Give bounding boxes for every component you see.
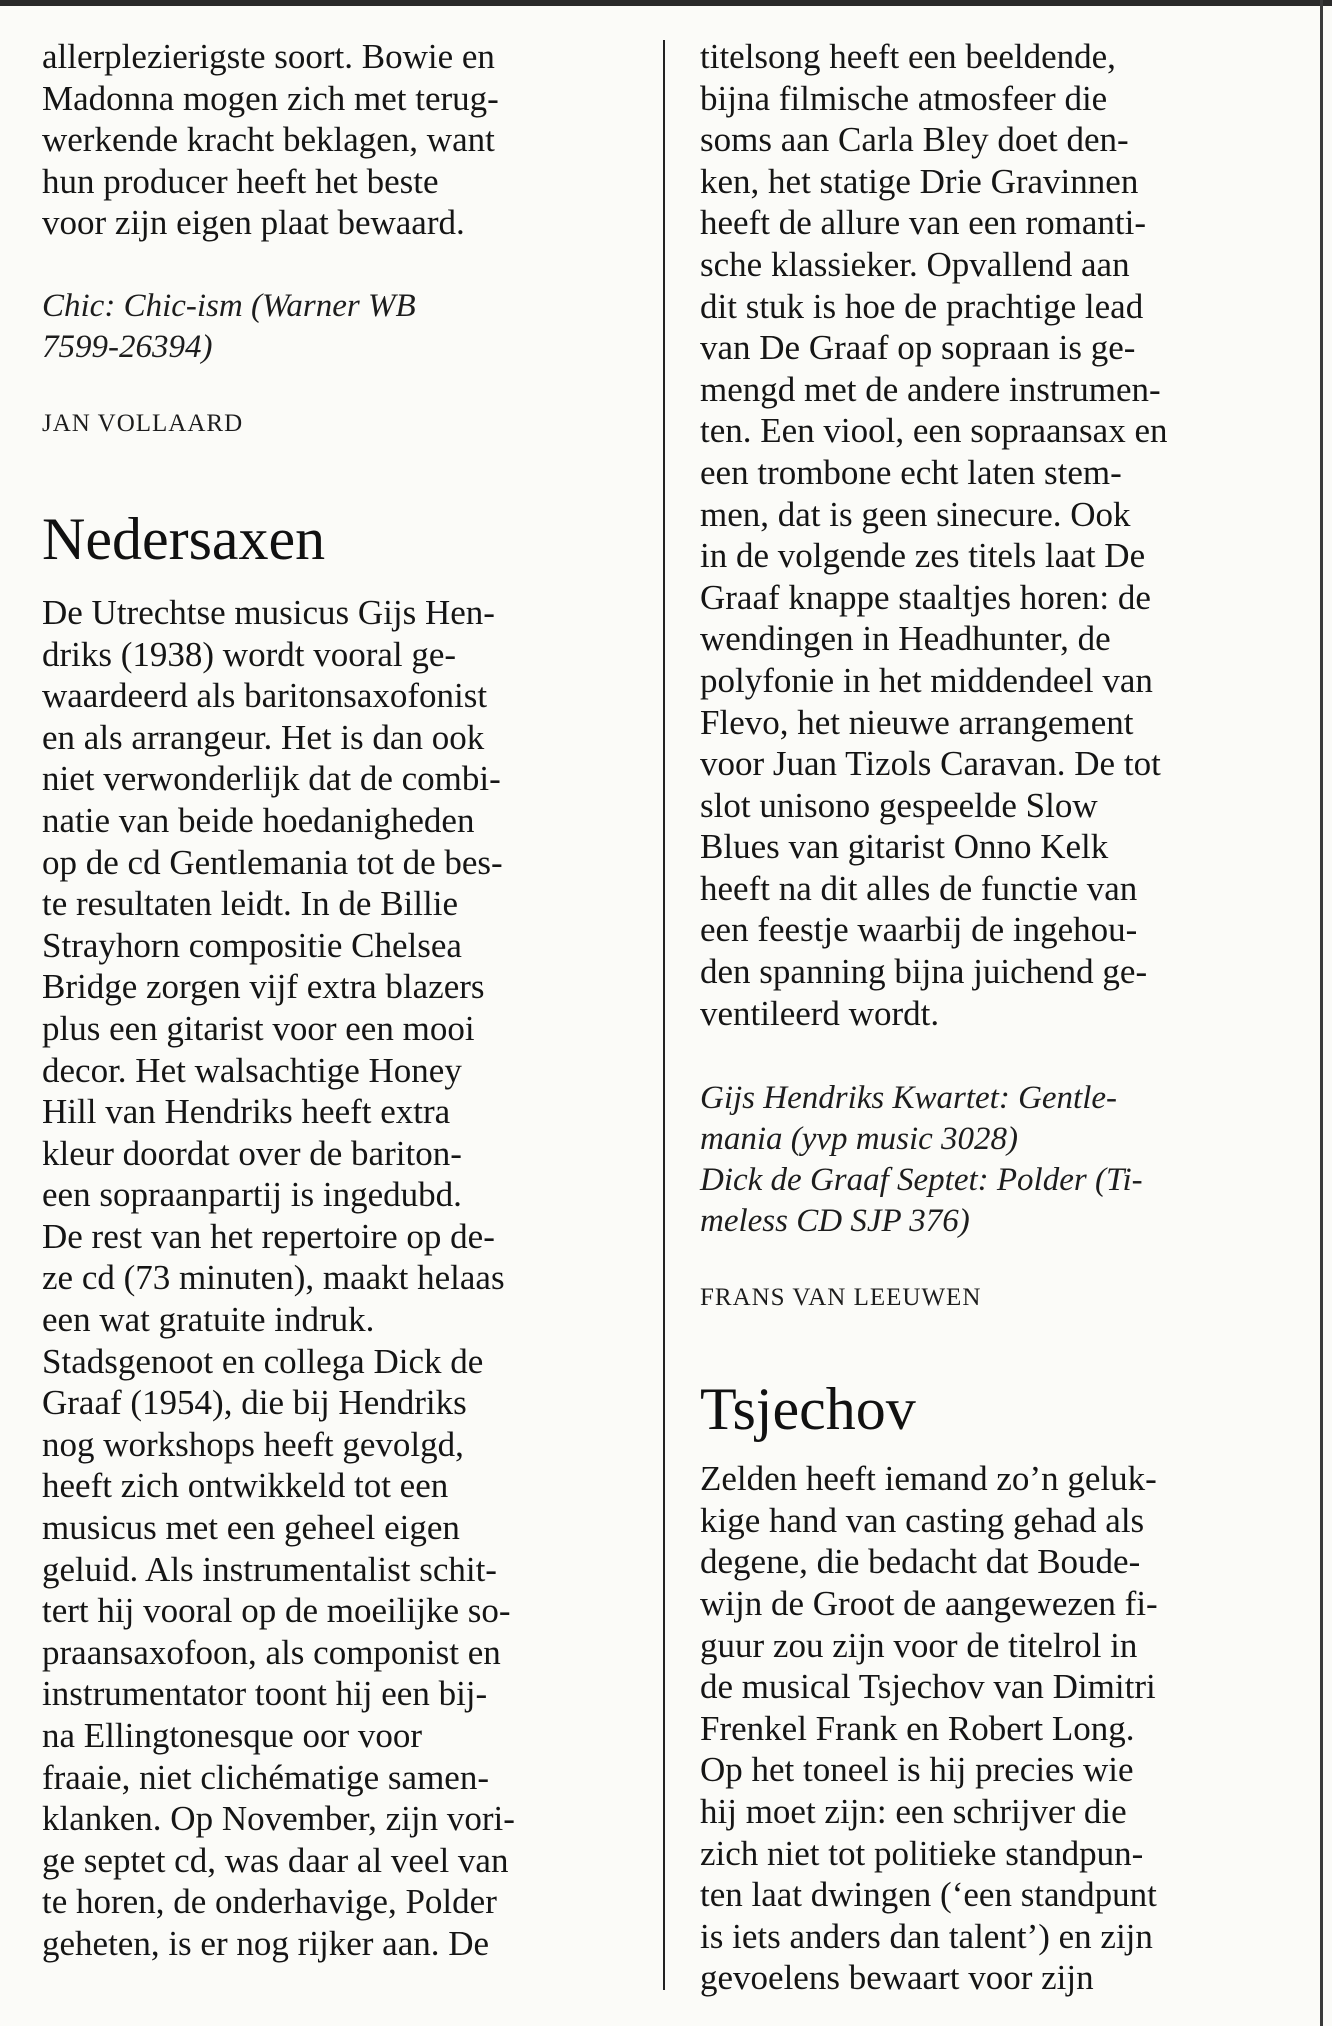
page-right-border [1320,0,1323,2026]
headline-nedersaxen: Nedersaxen [42,505,326,572]
page-top-border [0,0,1332,6]
nedersaxen-article-continued: titelsong heeft een beeldende, bijna filmische atmosfeer die soms aan Carla Bley doet den- ken, het statige Drie Gravinnen heeft de allure van een romanti- sche klassieker. Opvallend aan dit stuk is hoe de prachtige lead van De Graaf op sopraan is ge- mengd met de andere instrumen- ten. Een viool, een sopraansax en een trombone echt laten stem- men, dat is geen sinecure. Ook in de volgende zes titels laat De Graaf knappe staaltjes horen: de wendingen in Headhunter, de polyfonie in het middendeel van Flevo, het nieuwe arrangement voor Juan Tizols Caravan. De tot slot unisono gespeelde Slow Blues van gitarist Onno Kelk heeft na dit alles de functie van een feestje waarbij de ingehou- den spanning bijna juichend ge- ventileerd wordt. [700,37,1168,1033]
tsjechov-article-text: Zelden heeft iemand zo’n geluk- kige hand van casting gehad als degene, die bedacht dat Boude- wijn de Groot de aangewezen fi- guur zou zijn voor de titelrol in de musical Tsjechov van Dimitri Frenkel Frank en Robert Long. Op het toneel is hij precies wie hij moet zijn: een schrijver die zich niet tot politieke standpun- ten laat dwingen (‘een standpunt is iets anders dan talent’) en zijn gevoelens bewaart voor zijn [700,1459,1158,1998]
byline-jan-vollaard: JAN VOLLAARD [42,409,244,437]
column-divider [663,40,665,1990]
hendriks-degraaf-credit: Gijs Hendriks Kwartet: Gentle- mania (yvp music 3028) Dick de Graaf Septet: Polder (Ti- meless CD SJP 376) [700,1080,1143,1240]
right-column [700,36,1300,1999]
headline-tsjechov: Tsjechov [700,1376,916,1443]
intro-text: allerplezierigste soort. Bowie en Madonna mogen zich met terug- werkende kracht beklagen, want hun producer heeft het beste voor zijn eigen plaat bewaard. [42,37,499,243]
byline-frans-van-leeuwen: FRANS VAN LEEUWEN [700,1284,982,1312]
left-column [42,36,642,1965]
nedersaxen-article-text: De Utrechtse musicus Gijs Hen- driks (1938) wordt vooral ge- waardeerd als baritonsaxofonist en als arrangeur. Het is dan ook niet verwonderlijk dat de combi- natie van beide hoedanigheden op de cd Gentlemania tot de bes- te resultaten leidt. In de Billie Strayhorn compositie Chelsea Bridge zorgen vijf extra blazers plus een gitarist voor een mooi decor. Het walsachtige Honey Hill van Hendriks heeft extra kleur doordat over de bariton- een sopraanpartij is ingedubd. De rest van het repertoire op de- ze cd (73 minuten), maakt helaas een wat gratuite indruk. Stadsgenoot en collega Dick de Graaf (1954), die bij Hendriks nog workshops heeft gevolgd, heeft zich ontwikkeld tot een musicus met een geheel eigen geluid. Als instrumentalist schit- tert hij vooral op de moeilijke so- praansaxofoon, als componist en instrumentator toont hij een bij- na Ellingtonesque oor voor fraaie, niet clichématige samen- klanken. Op November, zijn vori- ge septet cd, was daar al veel van te horen, de onderhavige, Polder geheten, is er nog rijker aan. De [42,592,515,1963]
chic-credit: Chic: Chic-ism (Warner WB 7599-26394) [42,287,416,365]
